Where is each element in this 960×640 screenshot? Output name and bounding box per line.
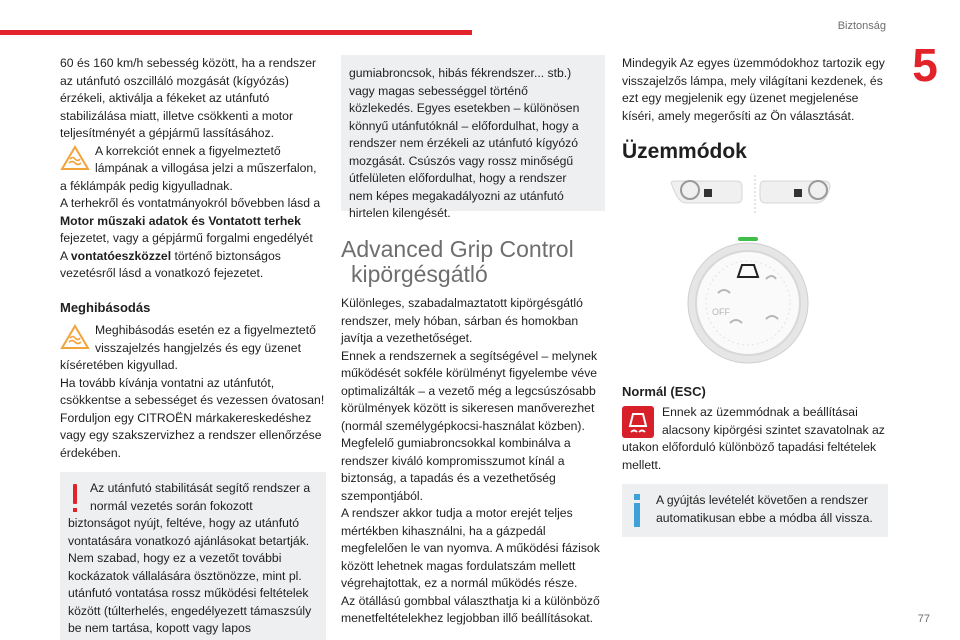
esc-icon: [622, 406, 654, 438]
trailer-warning-icon: [60, 145, 90, 171]
heading-normal-mode: Normál (ESC): [622, 383, 706, 399]
paragraph: A terhekről és vontatmányokról bővebben lásd a Motor műszaki adatok és Vontatott terhek fejezetet, vagy a gépjármű forgalmi engedélyét: [60, 196, 321, 245]
paragraph: A rendszer akkor tudja a motor erejét teljes mértékben kihasználni, ha a gázpedál megfelelően le van nyomva. A működési fázisok között lehetnek magas fordulatszám mellett végrehajtottak, ez a normál működés része.: [341, 506, 600, 590]
grip-control-dial: [622, 233, 888, 373]
paragraph: 60 és 160 km/h sebesség között, ha a rendszer az utánfutó oszcilláló mozgását (kígyózás) érzékeli, aktiválja a fékeket az utánfutó stabilizálása miatt, illetve csökkenti a motor teljesítményét a gépjármű lassításához.: [60, 56, 317, 140]
paragraph: Megfelelő gumiabroncsokkal kombinálva a rendszer kiváló kompromisszumot kínál a biztonság, a tapadás és a vezethetőség szempontjából.: [341, 436, 571, 503]
paragraph: Mindegyik Az egyes üzemmódokhoz tartozik egy visszajelzős lámpa, mely világítani kezdenek, és ezt egy megjelenik egy üzenet megjelenése kíséri, amely megerősíti az Ön választását.: [622, 56, 885, 123]
heading-modes: Üzemmódok: [622, 140, 747, 163]
warning-paragraph: A korrekciót ennek a figyelmeztető lámpának a villogása jelzi a műszerfalon, a féklámpák pedig kigyulladnak.: [60, 143, 317, 193]
subheading-fault: Meghibásodás: [60, 299, 151, 315]
exclamation-icon: [71, 484, 79, 514]
top-accent-bar: [0, 30, 472, 35]
chapter-number: 5: [912, 39, 938, 91]
paragraph: Az ötállású gombbal választhatja ki a különböző menetfeltételekhez legjobban illő beállításokat.: [341, 593, 600, 625]
steering-wheels-icon: [622, 171, 888, 227]
grip-control-dial-icon: [622, 233, 888, 373]
column-3: [622, 55, 888, 537]
info-note: A gyújtás levételét követően a rendszer automatikusan ebbe a módba áll vissza.: [622, 484, 888, 537]
running-header: Biztonság: [837, 20, 886, 32]
page-number: 77: [917, 613, 930, 625]
warning-note: Az utánfutó stabilitását segítő rendszer a normál vezetés során fokozott biztonságot nyújt, feltéve, hogy az utánfutó vontatására vonatkozó ajánlásokat betartják. Nem szabad, hogy ez a vezetőt további kockázatok vállalására ösztönözze, mint pl. utánfutó vontatása rossz működési feltételek között (túlterhelés, engedélyezett támaszsúly be nem tartása, kopott vagy lapos: [60, 472, 326, 640]
paragraph: A vontatóeszközzel történő biztonságos vezetésről lásd a vonatkozó fejezetet.: [60, 248, 281, 280]
paragraph: Különleges, szabadalmaztatott kipörgésgátló rendszer, mely hóban, sárban és homokban javítja a vezethetőséget.: [341, 296, 583, 345]
warning-note-continued: gumiabroncsok, hibás fékrendszer... stb.) vagy magas sebességgel történő közlekedés. Egyes esetekben – különösen könnyű utánfutóknál – előfordulhat, hogy a rendszer nem érzékeli az utánfutó kígyózó mozgását. Csúszós vagy rossz minőségű útfelületen előfordulhat, hogy a rendszer nem képes megakadályozni az utánfutó hirtelen kilengését.: [341, 55, 605, 211]
trailer-fault-icon: [60, 324, 90, 350]
column-1: [60, 55, 326, 640]
paragraph: Ha tovább kívánja vontatni az utánfutót, csökkentse a sebességet és vezessen óvatosan! Forduljon egy CITROËN márkakereskedéshez vagy egy szakszervizhez a rendszer ellenőrzése érdekében.: [60, 375, 325, 460]
info-icon: [634, 494, 640, 532]
section-title: Advanced Grip Control kipörgésgátló: [341, 236, 574, 287]
paragraph: Ennek a rendszernek a segítségével – melynek működését sokféle körülményt figyelembe véve optimalizálták – a vezető még a legcsúszósabb körülmények között is sikeresen manőverezhet (normál személygépkocsi-használat közben).: [341, 348, 598, 433]
dial-off-label: OFF: [712, 306, 730, 317]
column-2: [341, 55, 605, 628]
normal-mode-paragraph: Ennek az üzemmódnak a beállításai alacsony kipörgési szintet szavatolnak az utakon előforduló különböző tapadási feltételek mellett.: [622, 405, 885, 472]
fault-paragraph: Meghibásodás esetén ez a figyelmeztető visszajelzés hangjelzés és egy üzenet kíséretében kigyullad.: [60, 323, 316, 372]
steering-wheels-illustration: [622, 171, 888, 227]
